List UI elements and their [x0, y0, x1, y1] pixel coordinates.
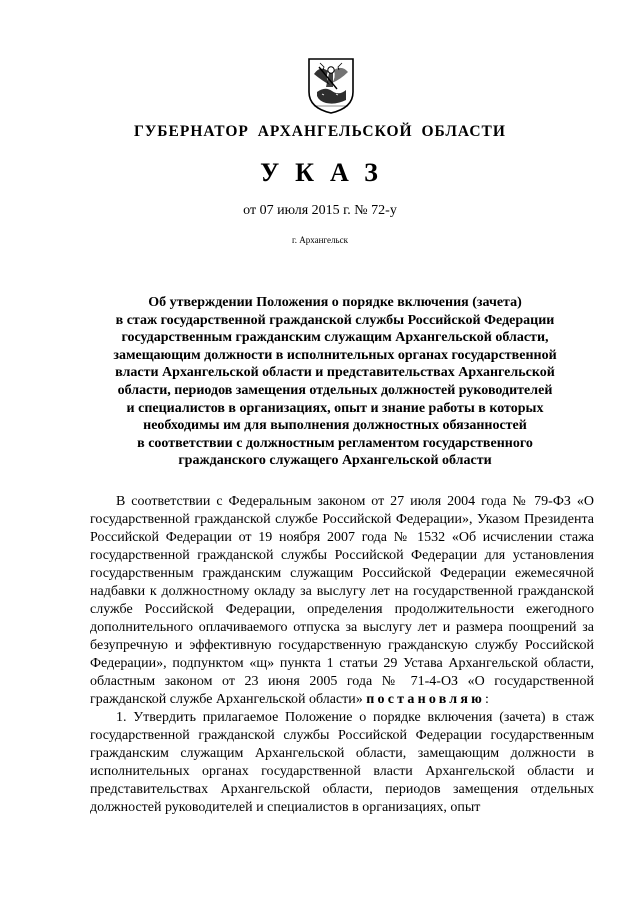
decree-keyword: постановляю — [366, 692, 486, 707]
date-and-number: от 07 июля 2015 г. № 72-у — [243, 203, 397, 218]
item-1-paragraph: 1. Утвердить прилагаемое Положение о порядке включения (зачета) в стаж государственной гражданской службы Российской Федерации государственным гражданским служащим Архангельской области, замещающим должности в исполнительных органах государственной власти Архангельской области и представительствах Архангельской области, периодов замещения отдельных должностей руководителей и специалистов в организациях, опыт — [90, 710, 594, 815]
issuing-authority: ГУБЕРНАТОР АРХАНГЕЛЬСКОЙ ОБЛАСТИ — [134, 123, 506, 140]
decree-colon: : — [485, 692, 489, 707]
place-of-issue: г. Архангельск — [292, 235, 348, 245]
arkhangelsk-coat-of-arms-icon — [306, 56, 356, 114]
preamble-paragraph — [90, 493, 594, 709]
decree-body — [90, 493, 594, 817]
decree-title: Об утверждении Положения о порядке включения (зачета) в стаж государственной гражданской службы Российской Федерации государственным гражданским служащим Архангельской области, замещающим должности в исполнительных органах государственной власти Архангельской области и представительствах Архангельской области, периодов замещения отдельных должностей руководителей и специалистов в организациях, опыт и знание работы в которых необходимы им для выполнения должностных обязанностей в соответствии с должностным регламентом государственного гражданского служащего Архангельской области — [113, 295, 557, 469]
preamble-text: В соответствии с Федеральным законом от 27 июля 2004 года № 79-ФЗ «О государственной гражданской службе Российской Федерации», Указом Президента Российской Федерации от 19 ноября 2007 года № 1532 «Об исчислении стажа государственной гражданской службы Российской Федерации для установления государственным гражданским служащим Российской Федерации ежемесячной надбавки к должностному окладу за выслугу лет на государственной гражданской службе Российской Федерации, определения продолжительности ежегодного дополнительного оплачиваемого отпуска за выслугу лет и размера поощрений за безупречную и эффективную государственную гражданскую службу Российской Федерации», подпунктом «щ» пункта 1 статьи 29 Устава Архангельской области, областным законом от 23 июня 2005 года № 71-4-ОЗ «О государственной гражданской службе Архангельской области» — [90, 494, 594, 707]
document-type: УКАЗ — [260, 158, 394, 187]
